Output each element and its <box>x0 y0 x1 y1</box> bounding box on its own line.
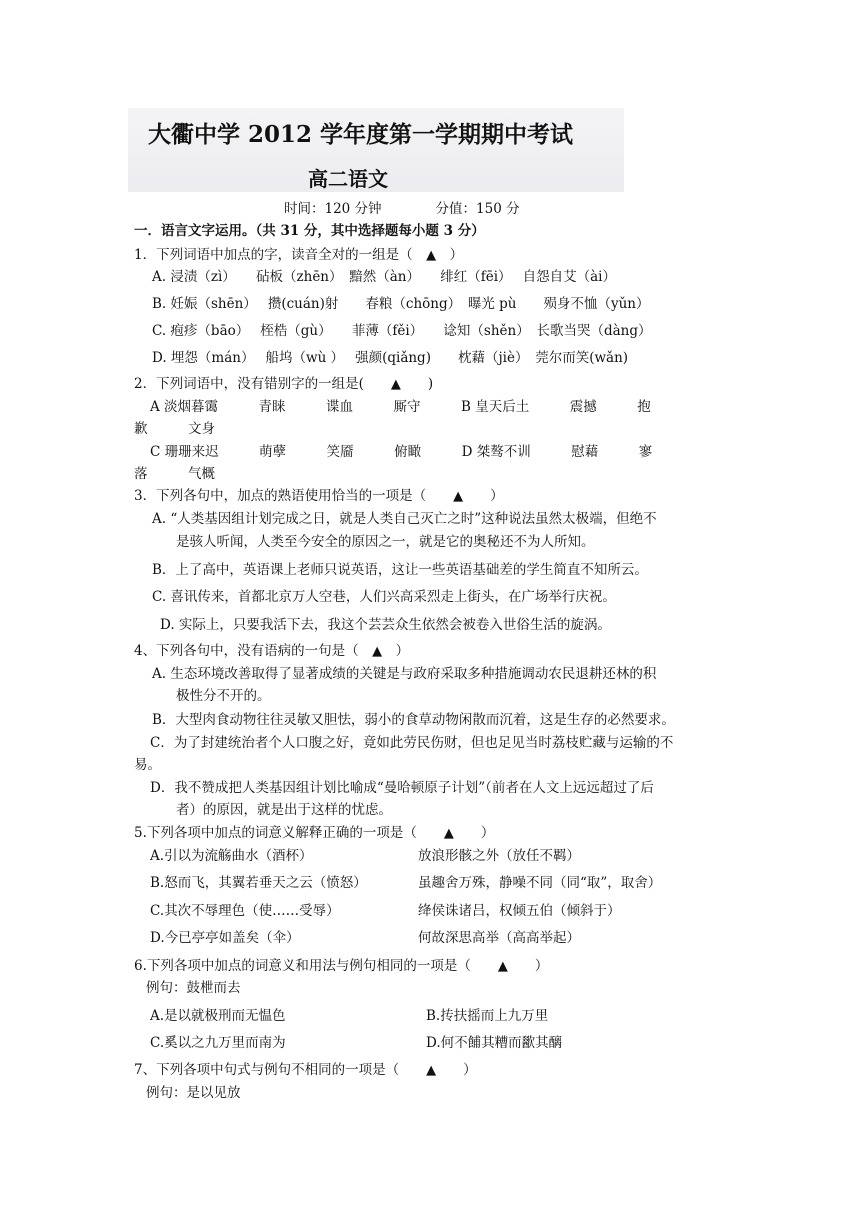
question-6-example: 例句：鼓枻而去 <box>146 980 241 996</box>
question-5-option-b-right: 虽趣舍万殊，静噪不同（同“取”，取舍） <box>418 875 662 891</box>
question-5-option-a-right: 放浪形骸之外（放任不羁） <box>418 848 580 864</box>
exam-info: 时间：120 分钟 分值：150 分 <box>284 201 520 217</box>
question-1-option-c: C. 疱疹（bāo） 桎梏（gù） 菲薄（fěi） 谂知（shěn） 长歌当哭（dàng） <box>152 323 652 339</box>
answer-blank-mark: ▲ <box>497 959 508 974</box>
question-1-option-a: A. 浸渍（zì） 砧板（zhēn） 黯然（àn） 绯红（fēi） 自怨自艾（ài） <box>152 269 616 285</box>
question-3-stem <box>134 487 504 506</box>
question-3-option-d: D. 实际上，只要我活下去，我这个芸芸众生依然会被卷入世俗生活的旋涡。 <box>160 617 611 633</box>
question-3-stem-text: 3．下列各句中，加点的熟语使用恰当的一项是（ <box>134 488 454 504</box>
question-1-stem <box>134 246 463 265</box>
question-2-row-4: 落 气概 <box>134 466 215 482</box>
question-4-option-d-line-2: 者）的原因，就是出于这样的忧虑。 <box>176 802 392 818</box>
question-7-stem-close: ） <box>436 1062 477 1078</box>
question-6-stem-text: 6.下列各项中加点的词意义和用法与例句相同的一项是（ <box>134 958 498 974</box>
question-2-row-1: A 淡烟暮霭 青睐 谍血 厮守 B 皇天后土 震撼 抱 <box>150 399 651 415</box>
question-2-row-2: 歉 文身 <box>134 421 215 437</box>
answer-blank-mark: ▲ <box>390 377 401 392</box>
question-7-stem-text: 7、下列各项中句式与例句不相同的一项是（ <box>134 1062 427 1078</box>
question-5-option-d-right: 何故深思高举（高高举起） <box>418 930 580 946</box>
question-1-stem-close: ） <box>436 247 464 263</box>
question-2-row-3: C 珊珊来迟 萌孽 笑靥 俯瞰 D 桀骜不训 慰藉 寥 <box>150 444 653 460</box>
answer-blank-mark: ▲ <box>443 826 454 841</box>
answer-blank-mark: ▲ <box>426 248 437 263</box>
question-3-option-b: B．上了高中，英语课上老师只说英语，这让一些英语基础差的学生简直不知所云。 <box>152 562 648 578</box>
question-6-stem-close: ） <box>507 958 549 974</box>
question-2-stem-close: ) <box>400 376 434 392</box>
answer-blank-mark: ▲ <box>453 489 464 504</box>
question-1-option-b: B. 妊娠（shēn） 攒(cuán)射 春粮（chōng） 曝光 pù 殒身不恤（yǔn） <box>152 296 650 312</box>
question-4-stem-text: 4、下列各句中，没有语病的一句是（ <box>134 643 373 659</box>
question-3-option-a-line-1: A. “人类基因组计划完成之日，就是人类自己灭亡之时”这种说法虽然太极端，但绝不 <box>152 511 657 527</box>
exam-subtitle: 高二语文 <box>308 167 388 191</box>
question-2-stem-text: 2．下列词语中，没有错别字的一组是( <box>134 376 391 392</box>
exam-title: 大衢中学 2012 学年度第一学期期中考试 <box>148 121 574 148</box>
question-5-option-a-left: A.引以为流觞曲水（酒杯） <box>150 848 313 864</box>
question-5-option-c-left: C.其次不辱理色（使……受辱） <box>150 903 340 919</box>
question-5-option-c-right: 绛侯诛诸吕，权倾五伯（倾斜于） <box>418 903 621 919</box>
question-1-option-d: D. 埋怨（mán） 船坞（wù ） 强颜(qiǎng) 枕藉（jiè） 莞尔而笑(wǎn) <box>152 350 629 366</box>
question-5-stem-close: ） <box>453 825 495 841</box>
question-4-stem <box>134 642 409 661</box>
question-4-option-b: B．大型肉食动物往往灵敏又胆怯，弱小的食草动物闲散而沉着，这是生存的必然要求。 <box>152 712 675 728</box>
question-4-option-c-line-2: 易。 <box>134 757 161 773</box>
question-4-option-a-line-2: 极性分不开的。 <box>176 688 271 704</box>
question-7-example: 例句：是以见放 <box>146 1085 241 1101</box>
section-1-heading: 一．语言文字运用。（共 31 分，其中选择题每小题 3 分） <box>134 223 485 239</box>
question-4-stem-close: ） <box>382 643 410 659</box>
question-2-stem <box>134 375 433 394</box>
question-3-option-c: C. 喜讯传来，首都北京万人空巷，人们兴高采烈走上街头，在广场举行庆祝。 <box>152 589 616 605</box>
question-4-option-a-line-1: A. 生态环境改善取得了显著成绩的关键是与政府采取多种措施调动农民退耕还林的积 <box>152 666 657 682</box>
question-5-option-b-left: B.怒而飞，其翼若垂天之云（愤怒） <box>150 875 367 891</box>
question-5-stem-text: 5.下列各项中加点的词意义解释正确的一项是（ <box>134 825 444 841</box>
question-6-option-d: D.何不餔其糟而歠其醨 <box>426 1035 563 1051</box>
question-6-stem <box>134 957 548 976</box>
question-5-option-d-left: D.今已亭亭如盖矣（伞） <box>150 930 300 946</box>
answer-blank-mark: ▲ <box>372 644 383 659</box>
question-7-stem <box>134 1061 477 1080</box>
question-4-option-d-line-1: D．我不赞成把人类基因组计划比喻成“曼哈顿原子计划”（前者在人文上远远超过了后 <box>150 780 654 796</box>
question-6-option-c: C.奚以之九万里而南为 <box>150 1035 286 1051</box>
question-3-option-a-line-2: 是骇人听闻，人类至今安全的原因之一，就是它的奥秘还不为人所知。 <box>176 534 595 550</box>
question-5-stem <box>134 824 494 843</box>
question-4-option-c-line-1: C．为了封建统治者个人口腹之好，竟如此劳民伤财，但也足见当时荔枝贮藏与运输的不 <box>150 735 674 751</box>
question-6-option-a: A.是以就极刑而无愠色 <box>150 1008 286 1024</box>
answer-blank-mark: ▲ <box>426 1063 437 1078</box>
question-3-stem-close: ） <box>463 488 504 504</box>
question-1-stem-text: 1．下列词语中加点的字，读音全对的一组是（ <box>134 247 427 263</box>
question-6-option-b: B.抟扶摇而上九万里 <box>426 1008 549 1024</box>
